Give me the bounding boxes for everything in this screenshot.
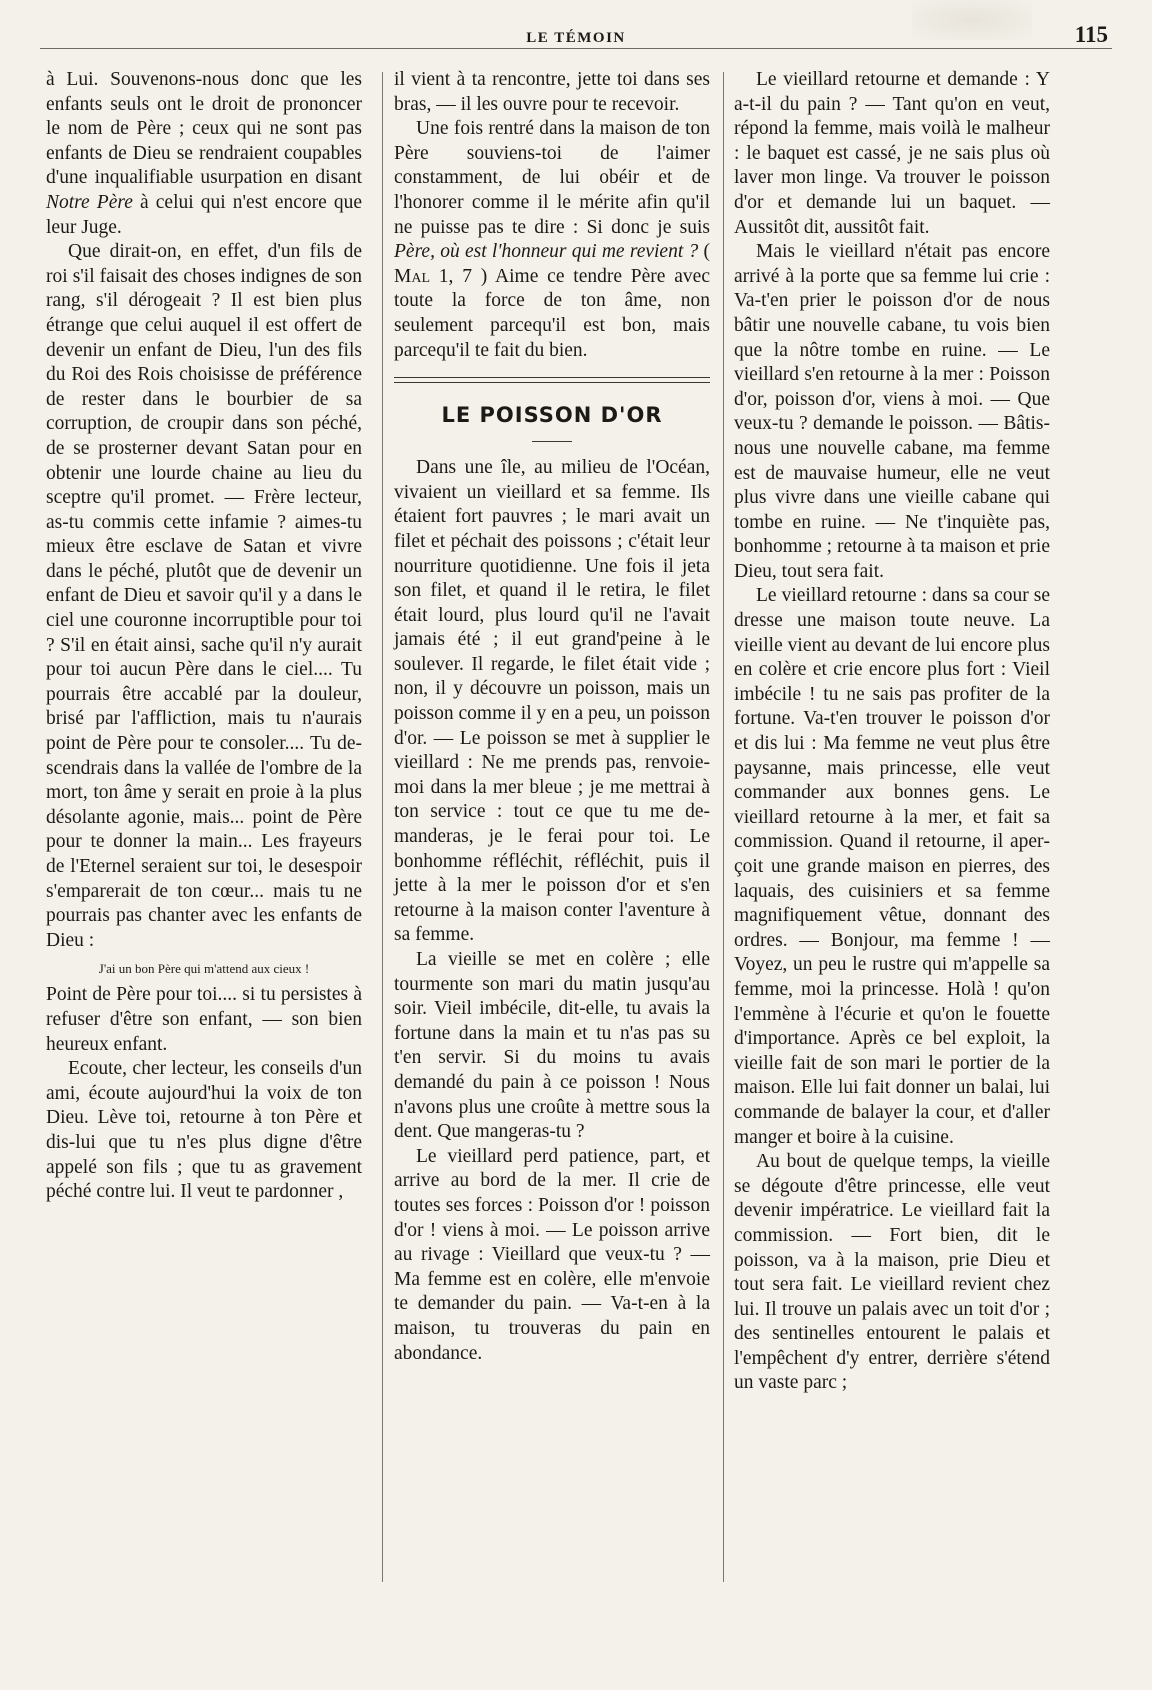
paragraph-text: Aime ce tendre Père avec toute la force de ton âme, non seulement parcequ'il est bon, mais parcequ'il te fait du bien. (394, 265, 710, 361)
paragraph: Que dirait-on, en effet, d'un fils de roi s'il faisait des choses indignes de son rang, s'il dérogeait ? Il est bien plus étrange que celui auquel il est offert de devenir un enfant de Dieu, l'un des fils du Roi des Rois choisisse de préférence de rester dans le bourbier de sa corruption, de croupir dans son péché, de se prosterner devant Satan pour en obtenir une lourde chaine au lieu du sceptre qu'il promet. — Frère lecteur, as-tu commis cette infamie ? aimes-tu mieux être esclave de Satan et vivre dans le péché, plutôt que de devenir un enfant de Dieu et savoir qu'il y a dans le ciel une couronne incorruptible pour toi ? S'il en était ainsi, sache qu'il n'y aurait pour toi aucun Père dans le ciel.... Tu pourrais être accablé par la douleur, brisé par l'affliction, mais tu n'aurais point de Père pour te consoler.... Tu descendrais dans la vallée de l'ombre de la mort, ton âme y serait en proie à la plus désolante agonie, mais... point de Père pour te donner la main... Les frayeurs de l'Eternel seraient sur toi, le desespoir s'emparerait de ton cœur... mais tu ne pourrais pas chanter avec les enfants de Dieu : (46, 241, 362, 951)
hymn-quote: J'ai un bon Père qui m'attend aux cieux ! (98, 961, 310, 977)
paragraph-text: à celui qui n'est encore que leur Juge. (46, 191, 363, 238)
journal-title: LE TÉMOIN (526, 30, 626, 46)
paragraph: Ecoute, cher lecteur, les conseils d'un ami, écoute aujourd'hui la voix de ton Dieu. Lève toi, retourne à ton Père et dis-lui que tu n'es plus digne d'être appelé son fils ; que tu as gravement péché contre lui. Il veut te pardonner , (46, 1058, 362, 1203)
paragraph (46, 68, 362, 240)
paragraph: Point de Père pour toi.... si tu persistes à refuser d'être son enfant, — son bien heureux enfant. (46, 984, 362, 1055)
article-title: LE POISSON D'OR (441, 403, 663, 428)
paragraph-text: à Lui. Souvenons-nous donc que les enfants seuls ont le droit de prononcer le nom de Père ; ceux qui ne sont pas enfants de Dieu se rendraient coupables d'une inqualifiable usurpation en disant (46, 69, 362, 189)
page-number: 115 (1074, 22, 1108, 47)
column-1 (46, 68, 362, 1205)
paragraph: Mais le vieillard n'était pas encore arrivé à la porte que sa femme lui crie : Va-t'en prier le poisson d'or de nous bâtir une nouvelle cabane, tu vois bien que la nôtre tombe en ruine. — Le vieillard s'en retourne à la mer : Poisson d'or, poisson d'or, viens à moi. — Que veux-tu ? demande le poisson. — Bâtis-nous une nouvelle cabane, ma femme est de mauvaise humeur, elle ne veut plus vivre dans une vieille cabane qui tombe en ruine. — Ne t'inquiète pas, bonhomme ; retourne à ta maison et prie Dieu, tout sera fait. (734, 241, 1050, 582)
section-separator (394, 377, 710, 383)
running-head (40, 22, 1112, 62)
italic-phrase: Notre Père (46, 191, 133, 213)
column-divider-1 (382, 72, 383, 1582)
title-underline (532, 441, 572, 442)
column-divider-2 (723, 72, 724, 1582)
paragraph: Dans une île, au milieu de l'Océan, vivaient un vieillard et sa femme. Ils étaient fort pauvres ; le mari avait un filet et péchait des poissons ; c'était leur nourriture quotidienne. Une fois il jeta son filet, et quand il le retira, le filet était lourd, plus lourd qu'il ne l'avait jamais été ; il eut grand'peine à le soulever. Il regarde, le filet était vide ; non, il y découvre un poisson, mais un poisson comme il y en a peu, un poisson d'or. — Le poisson se met à supplier le vieillard : Ne me prends pas, renvoie-moi dans la mer bleue ; je me mettrai à ton service : tout ce que tu me demanderas, je le ferai pour toi. Le bonhomme réfléchit, réfléchit, puis il jette à la mer le poisson d'or et s'en retourne à la maison conter l'aventure à sa femme. (394, 457, 710, 946)
paragraph (394, 117, 710, 363)
paragraph: La vieille se met en colère ; elle tourmente son mari du matin jusqu'au soir. Vieil imbécile, dit-elle, tu avais la fortune dans la main et tu n'as pas su t'en servir. Si du moins tu avais demandé du pain à ce poisson ! Nous n'avons plus une croûte à mettre sous la dent. Que mangeras-tu ? (394, 949, 710, 1143)
paragraph: Le vieillard perd patience, part, et arrive au bord de la mer. Il crie de toutes ses forces : Poisson d'or ! poisson d'or ! viens à moi. — Le poisson arrive au rivage : Vieillard que veux-tu ? — Ma femme est en colère, elle m'envoie te demander du pain. — Va-t-en à la maison, tu trouveras du pain en abondance. (394, 1145, 710, 1364)
scripture-reference: ( Mal 1, 7 ) (394, 241, 710, 287)
italic-quote: Père, où est l'honneur qui me revient ? (394, 241, 699, 263)
paragraph: Le vieillard retourne : dans sa cour se dresse une maison toute neuve. La vieille vient au devant de lui encore plus en colère et crie encore plus fort : Vieil imbécile ! tu ne sais pas profiter de la fortune. Va-t'en trouver le poisson d'or et dis lui : Ma femme ne veut plus être paysanne, mais princesse, elle veut commander aux bonnes gens. Le vieillard retourne à la mer, et fait sa commission. Quand il retourne, il aperçoit une grande maison en pierres, des laquais, des cuisiniers et sa femme magnifiquement vêtue, donnant des ordres. — Bonjour, ma femme ! — Voyez, un peu le rustre qui m'appelle sa femme, moi la princesse. Holà ! qu'on l'emmène à l'écurie et qu'on le fouette d'importance. Après ce bel exploit, la vieille fait de son mari le portier de la maison. Elle lui fait donner un balai, lui commande de balayer la cour, et d'aller manger et boire à la cuisine. (734, 585, 1050, 1148)
paragraph-text: Une fois rentré dans la maison de ton Père souviens-toi de l'aimer constamment, de lui obéir et de l'honorer comme il le mérite afin qu'il ne puisse pas te dire : Si donc je suis (394, 118, 710, 238)
header-rule (40, 46, 1112, 49)
paragraph: Le vieillard retourne et demande : Y a-t-il du pain ? — Tant qu'on en veut, répond la femme, mais voilà le malheur : le baquet est cassé, je ne sais plus où laver mon linge. Va trouver le poisson d'or et demande lui un baquet. — Aussitôt dit, aussitôt fait. (734, 69, 1050, 238)
paragraph: il vient à ta rencontre, jette toi dans ses bras, — il les ouvre pour te recevoir. (394, 69, 710, 115)
paragraph: Au bout de quelque temps, la vieille se dégoute d'être princesse, elle veut devenir impératrice. Le vieillard fait la commission. — Fort bien, dit le poisson, va à la maison, prie Dieu et tout sera fait. Le vieillard revient chez lui. Il trouve un palais avec un toit d'or ; des sentinelles entourent le palais et l'empêchent d'y entrer, derrière s'étend un vaste parc ; (734, 1151, 1050, 1394)
column-3 (734, 68, 1050, 1396)
column-2 (394, 68, 710, 1366)
